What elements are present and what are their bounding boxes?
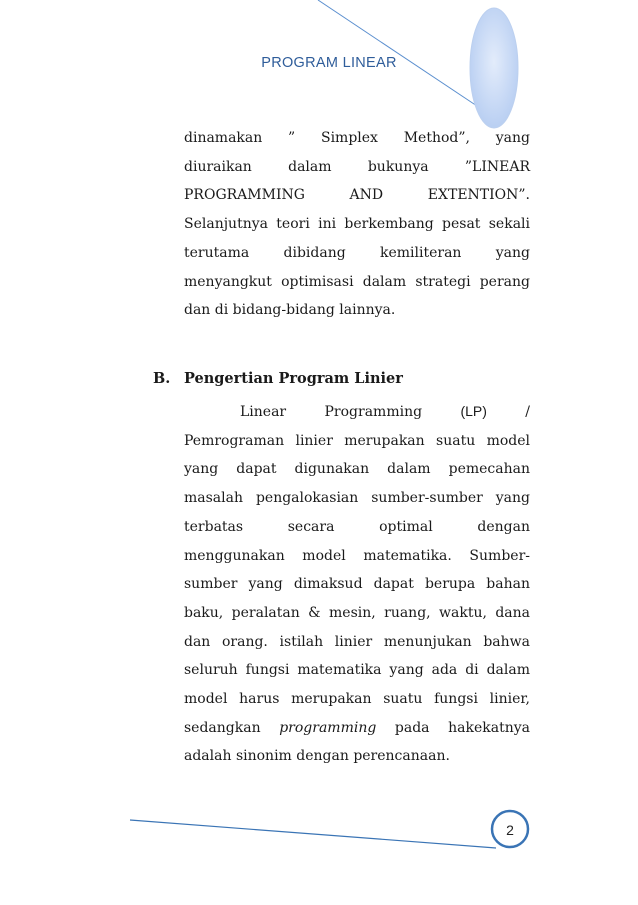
text-line: seluruh fungsi matematika yang ada di dalam: [184, 662, 530, 679]
paragraph-continuation: [184, 124, 530, 325]
abbreviation: (LP): [460, 403, 487, 419]
text-line: sumber yang dimaksud dapat berupa bahan: [184, 576, 530, 593]
text-line: dan di bidang-bidang lainnya.: [184, 302, 396, 319]
text-line: diuraikan dalam bukunya ”LINEAR: [184, 158, 530, 175]
text-line: yang dapat digunakan dalam pemecahan: [184, 461, 530, 478]
section-marker: B.: [153, 370, 171, 387]
text-line: masalah pengalokasian sumber-sumber yang: [184, 490, 530, 507]
text-line: baku, peralatan & mesin, ruang, waktu, dana: [184, 604, 530, 621]
text-line: Pemrograman linier merupakan suatu model: [184, 432, 530, 449]
page-number: 2: [506, 822, 514, 838]
section-heading: Pengertian Program Linier: [184, 370, 403, 387]
text-line: adalah sinonim dengan perencanaan.: [184, 748, 450, 765]
text-line: menyangkut optimisasi dalam strategi perang: [184, 273, 530, 290]
text-line: terutama dibidang kemiliteran yang: [184, 244, 530, 261]
text-fragment: pada hakekatnya: [376, 719, 530, 736]
text-line: PROGRAMMING AND EXTENTION”.: [184, 187, 530, 204]
footer-line: [130, 820, 496, 848]
text-line: Selanjutnya teori ini berkembang pesat sekali: [184, 216, 530, 233]
header-diagonal-line: [318, 0, 480, 108]
text-line: model harus merupakan suatu fungsi linier,: [184, 691, 530, 708]
text-line: [184, 397, 530, 427]
text-line: menggunakan model matematika. Sumber-: [184, 547, 530, 564]
text-line: terbatas secara optimal dengan: [184, 518, 530, 535]
text-fragment: /: [486, 404, 530, 420]
paragraph-definition: [184, 397, 530, 771]
header-title: PROGRAM LINEAR: [261, 55, 397, 71]
text-line: dinamakan ” Simplex Method”, yang: [184, 130, 530, 146]
text-fragment: sedangkan: [184, 719, 280, 736]
emphasis: programming: [279, 719, 377, 736]
text-fragment: Linear Programming: [240, 404, 461, 420]
text-line: dan orang. istilah linier menunjukan bahwa: [184, 633, 530, 650]
text-line: [184, 714, 530, 743]
